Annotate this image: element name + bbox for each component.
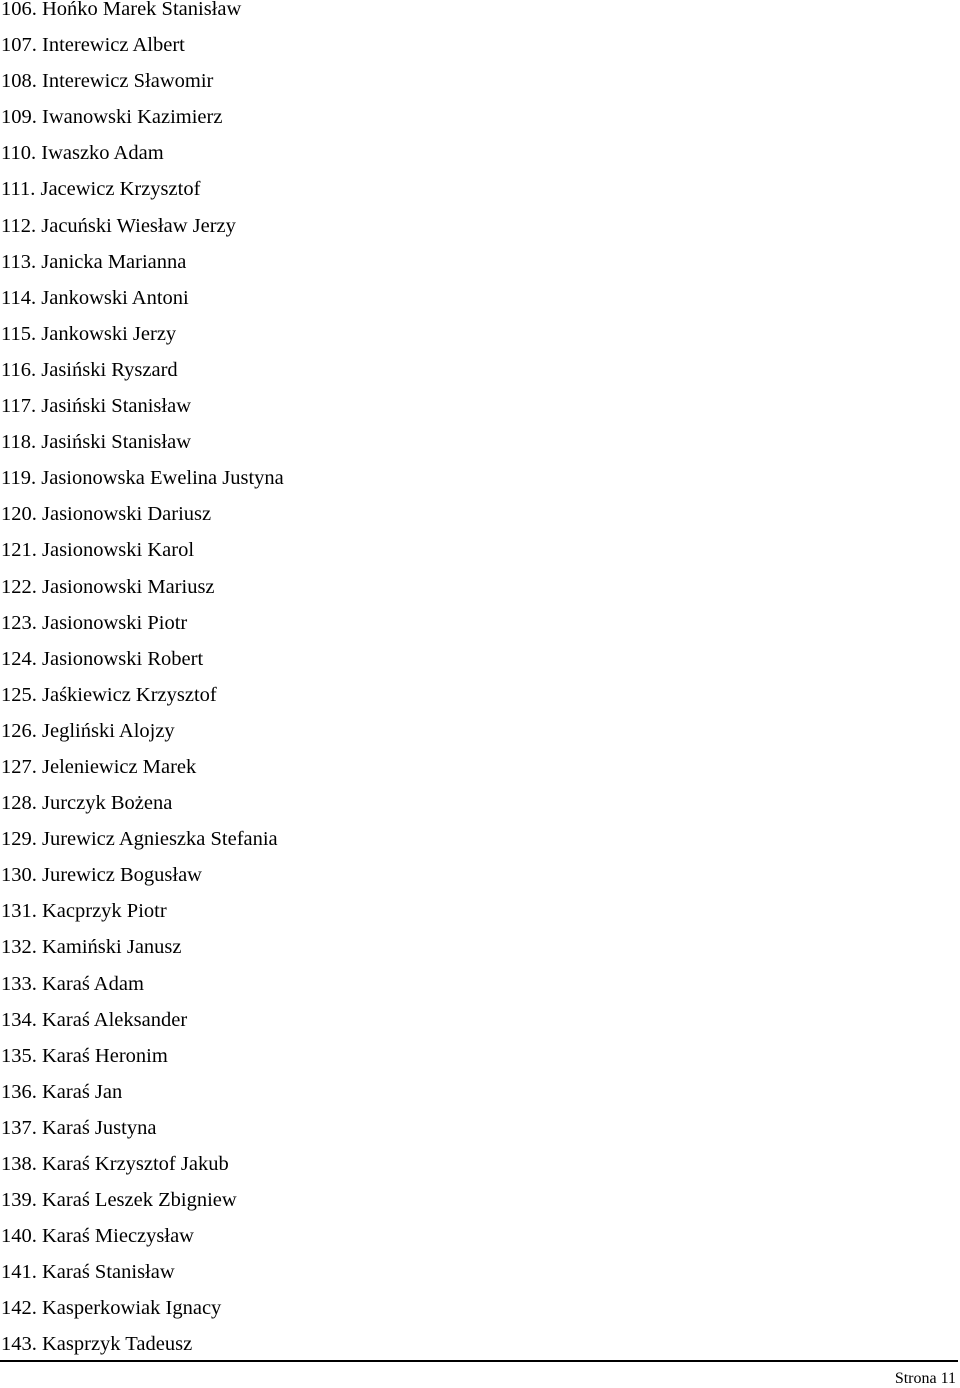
list-item: 118. Jasiński Stanisław bbox=[1, 431, 192, 454]
list-item: 125. Jaśkiewicz Krzysztof bbox=[1, 683, 217, 706]
list-item: 121. Jasionowski Karol bbox=[1, 539, 195, 562]
list-item: 117. Jasiński Stanisław bbox=[1, 395, 192, 418]
page-number: Strona 11 bbox=[894, 1370, 956, 1387]
list-item: 124. Jasionowski Robert bbox=[1, 647, 204, 670]
list-item: 129. Jurewicz Agnieszka Stefania bbox=[1, 828, 278, 851]
list-item: 134. Karaś Aleksander bbox=[1, 1008, 188, 1031]
list-item: 107. Interewicz Albert bbox=[1, 34, 185, 57]
list-item: 116. Jasiński Ryszard bbox=[1, 358, 178, 381]
list-item: 141. Karaś Stanisław bbox=[1, 1261, 175, 1284]
list-item: 136. Karaś Jan bbox=[1, 1080, 123, 1103]
list-item: 119. Jasionowska Ewelina Justyna bbox=[1, 467, 284, 490]
list-item: 111. Jacewicz Krzysztof bbox=[1, 178, 201, 201]
list-item: 140. Karaś Mieczysław bbox=[1, 1225, 194, 1248]
list-item: 142. Kasperkowiak Ignacy bbox=[1, 1297, 222, 1320]
name-list bbox=[1, 0, 284, 1363]
list-item: 113. Janicka Marianna bbox=[1, 250, 187, 273]
list-item: 139. Karaś Leszek Zbigniew bbox=[1, 1189, 237, 1212]
footer-divider bbox=[0, 1360, 958, 1362]
list-item: 131. Kacprzyk Piotr bbox=[1, 900, 167, 923]
list-item: 137. Karaś Justyna bbox=[1, 1116, 157, 1139]
list-item: 126. Jegliński Alojzy bbox=[1, 719, 175, 742]
list-item: 130. Jurewicz Bogusław bbox=[1, 864, 202, 887]
list-item: 106. Hońko Marek Stanisław bbox=[1, 0, 242, 20]
list-item: 127. Jeleniewicz Marek bbox=[1, 755, 197, 778]
list-item: 115. Jankowski Jerzy bbox=[1, 322, 177, 345]
list-item: 133. Karaś Adam bbox=[1, 972, 144, 995]
list-item: 135. Karaś Heronim bbox=[1, 1044, 168, 1067]
list-item: 132. Kamiński Janusz bbox=[1, 936, 182, 959]
list-item: 108. Interewicz Sławomir bbox=[1, 70, 214, 93]
list-item: 114. Jankowski Antoni bbox=[1, 286, 189, 309]
list-item: 143. Kasprzyk Tadeusz bbox=[1, 1333, 193, 1356]
list-item: 128. Jurczyk Bożena bbox=[1, 792, 173, 815]
list-item: 122. Jasionowski Mariusz bbox=[1, 575, 215, 598]
list-item: 109. Iwanowski Kazimierz bbox=[1, 106, 223, 129]
list-item: 110. Iwaszko Adam bbox=[1, 142, 164, 165]
list-item: 123. Jasionowski Piotr bbox=[1, 611, 188, 634]
list-item: 112. Jacuński Wiesław Jerzy bbox=[1, 214, 236, 237]
list-item: 138. Karaś Krzysztof Jakub bbox=[1, 1153, 229, 1175]
list-item: 120. Jasionowski Dariusz bbox=[1, 503, 212, 526]
